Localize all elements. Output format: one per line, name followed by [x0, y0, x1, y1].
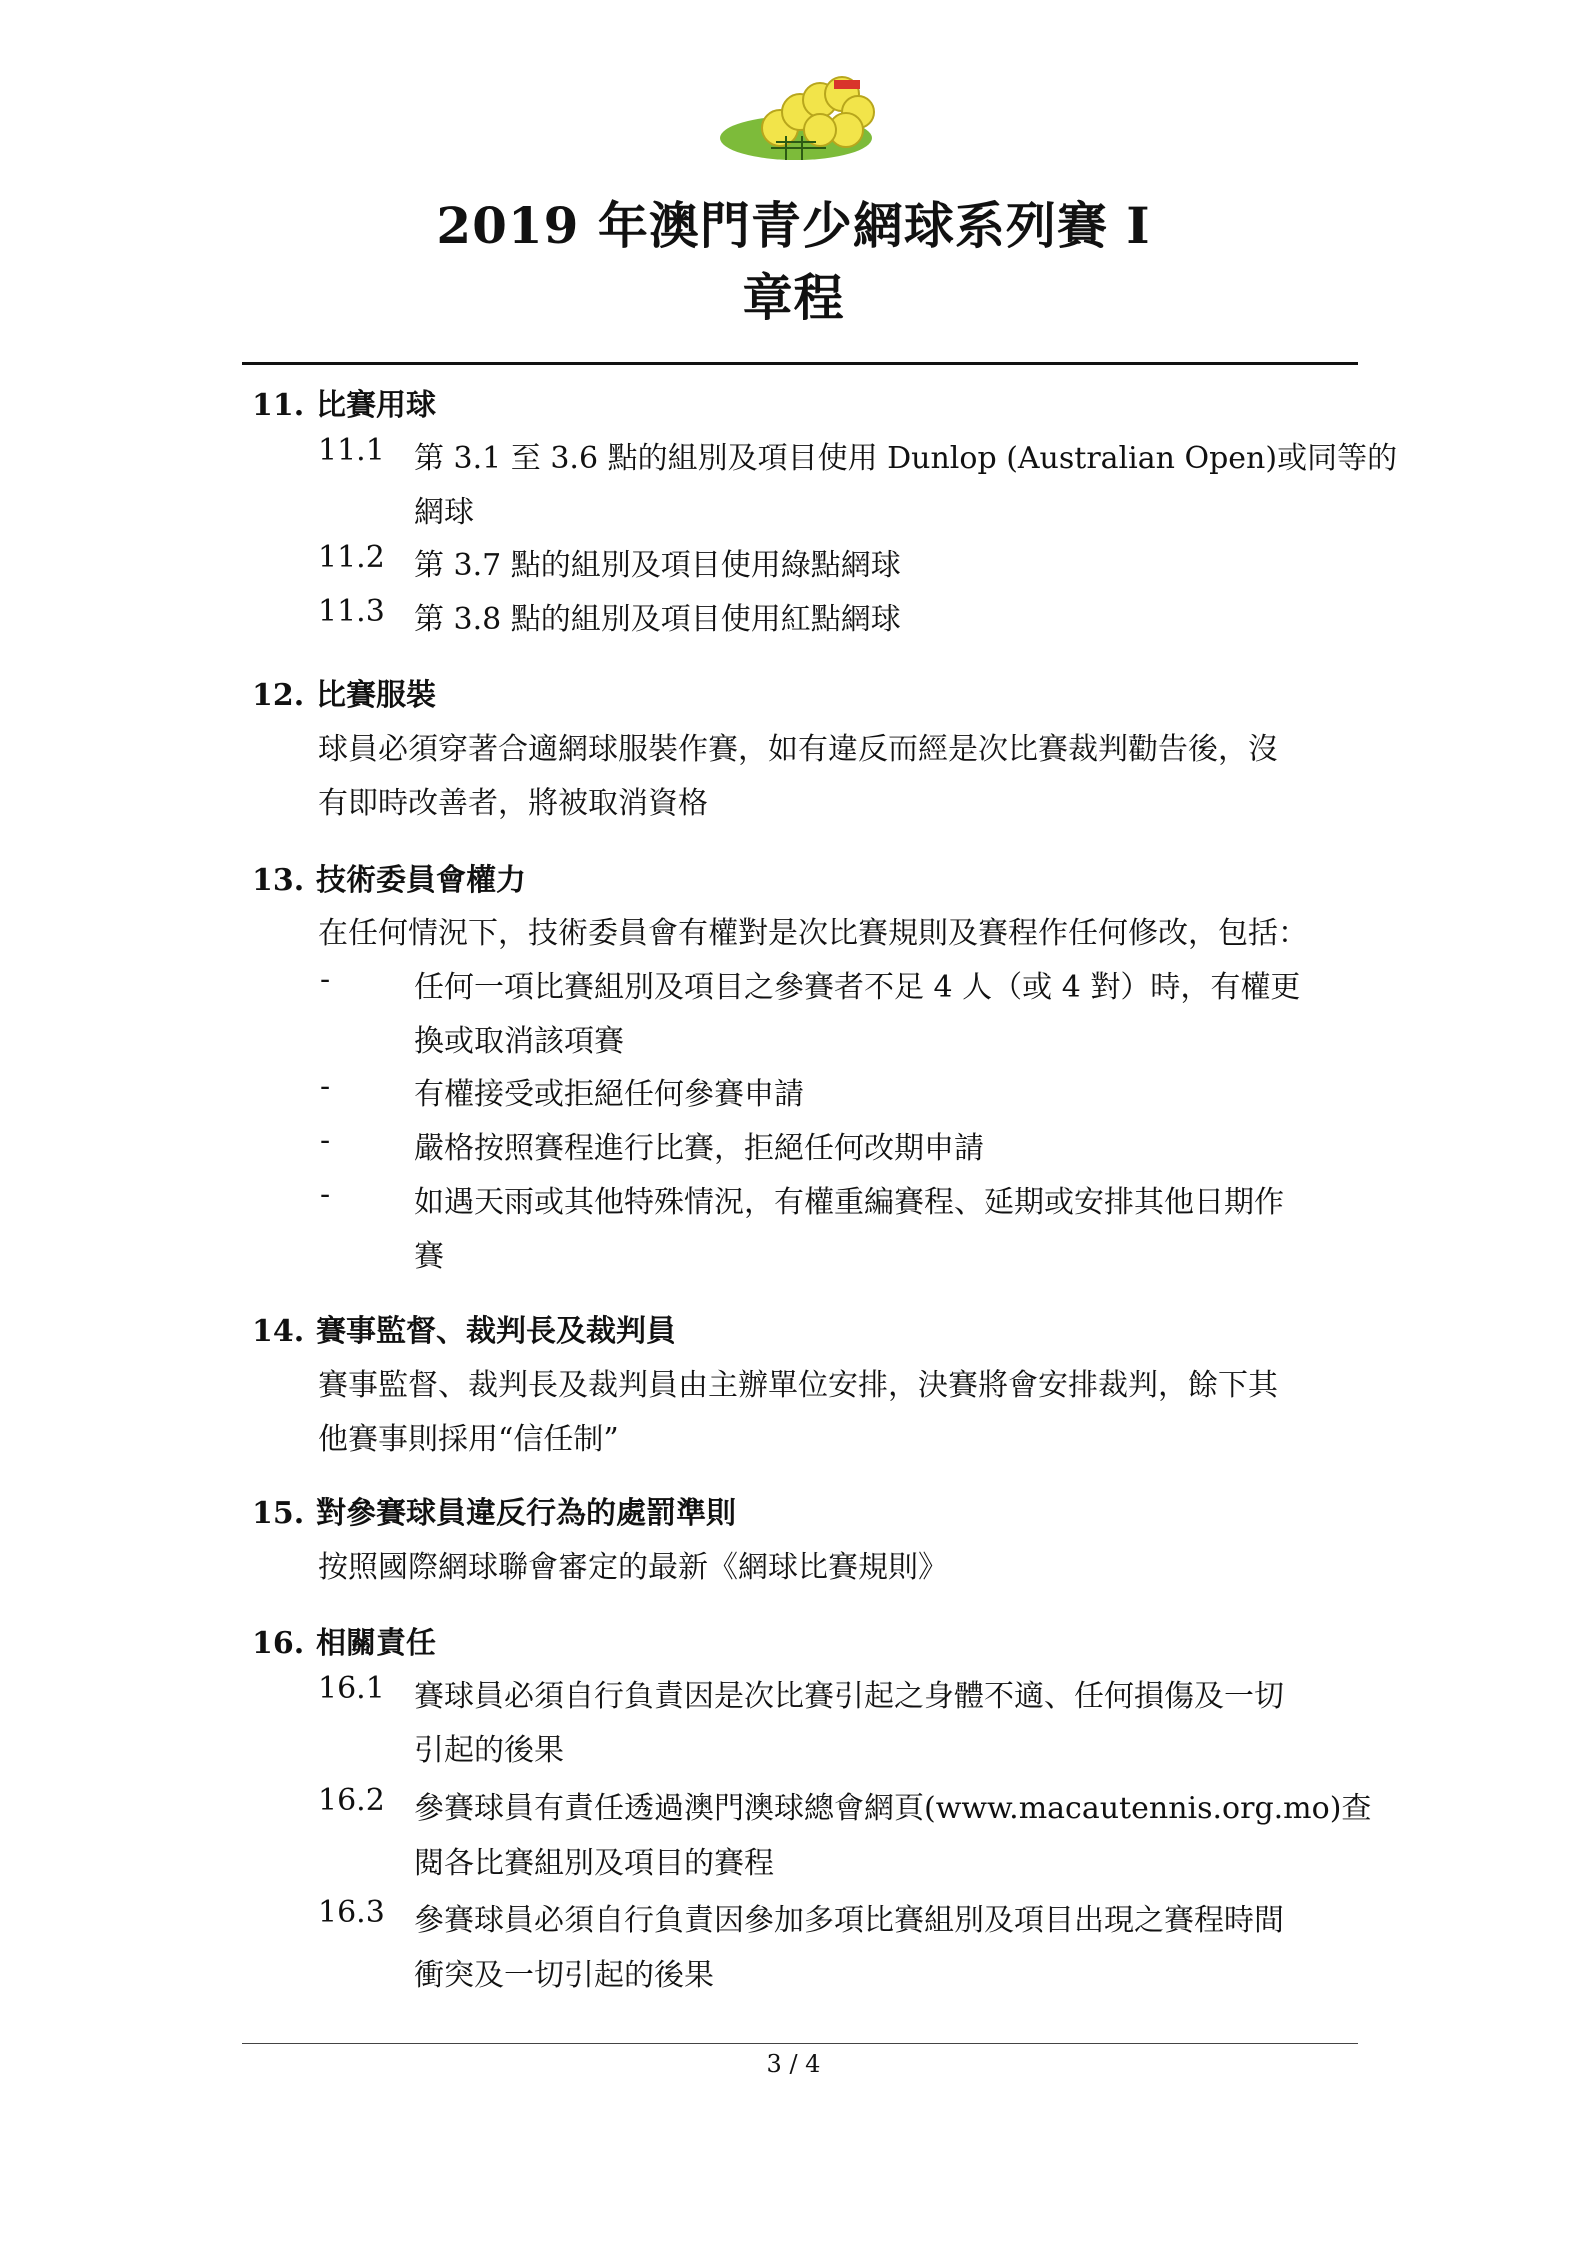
- bullet-text: 賽: [414, 1239, 444, 1274]
- section-number: 13.: [252, 863, 305, 898]
- item-number: 11.2: [318, 540, 385, 575]
- section-title: 比賽服裝: [316, 678, 436, 713]
- page-number: 3 / 4: [766, 2050, 821, 2078]
- item-text: 參賽球員有責任透過澳門澳球總會網頁(www.macautennis.org.mo)查: [414, 1791, 1372, 1826]
- section-body: 在任何情況下，技術委員會有權對是次比賽規則及賽程作任何修改，包括：: [318, 916, 1308, 951]
- document-subtitle: 章程: [742, 268, 845, 327]
- bullet-dash: -: [320, 1123, 331, 1158]
- document-title: 2019 年澳門青少網球系列賽 I: [436, 196, 1151, 255]
- item-text: 參賽球員必須自行負責因參加多項比賽組別及項目出現之賽程時間: [414, 1903, 1284, 1938]
- section-body: 按照國際網球聯會審定的最新《網球比賽規則》: [318, 1550, 948, 1585]
- section-number: 16.: [252, 1626, 305, 1661]
- section-number: 12.: [252, 678, 305, 713]
- section-body: 他賽事則採用“信任制”: [318, 1422, 619, 1457]
- section-heading-11: [252, 380, 436, 424]
- section-number: 15.: [252, 1496, 305, 1531]
- item-text: 衝突及一切引起的後果: [414, 1958, 714, 1993]
- bullet-dash: -: [320, 1177, 331, 1212]
- section-heading-12: [252, 670, 436, 714]
- section-heading-16: [252, 1618, 436, 1662]
- section-title: 相關責任: [316, 1626, 436, 1661]
- item-text: 第 3.7 點的組別及項目使用綠點網球: [414, 548, 901, 583]
- tennis-association-logo-icon: [716, 72, 886, 162]
- section-heading-13: [252, 855, 526, 899]
- item-text: 賽球員必須自行負責因是次比賽引起之身體不適、任何損傷及一切: [414, 1679, 1284, 1714]
- section-heading-14: [252, 1306, 676, 1350]
- section-number: 11.: [252, 388, 305, 423]
- bullet-text: 有權接受或拒絕任何參賽申請: [414, 1077, 804, 1112]
- section-body: 賽事監督、裁判長及裁判員由主辦單位安排，決賽將會安排裁判，餘下其: [318, 1368, 1278, 1403]
- item-number: 16.2: [318, 1783, 385, 1818]
- header-divider: [242, 362, 1358, 365]
- bullet-dash: -: [320, 962, 331, 997]
- bullet-dash: -: [320, 1069, 331, 1104]
- item-text: 第 3.8 點的組別及項目使用紅點網球: [414, 602, 901, 637]
- section-body: 球員必須穿著合適網球服裝作賽，如有違反而經是次比賽裁判勸告後，沒: [318, 732, 1278, 767]
- item-number: 11.3: [318, 594, 385, 629]
- section-title: 賽事監督、裁判長及裁判員: [316, 1314, 676, 1349]
- section-title: 技術委員會權力: [316, 863, 526, 898]
- item-text: 閱各比賽組別及項目的賽程: [414, 1846, 774, 1881]
- item-number: 16.3: [318, 1895, 385, 1930]
- section-title: 對參賽球員違反行為的處罰準則: [316, 1496, 736, 1531]
- item-number: 16.1: [318, 1671, 385, 1706]
- section-number: 14.: [252, 1314, 305, 1349]
- bullet-text: 如遇天雨或其他特殊情況，有權重編賽程、延期或安排其他日期作: [414, 1185, 1284, 1220]
- item-text: 網球: [414, 495, 474, 530]
- bullet-text: 任何一項比賽組別及項目之參賽者不足 4 人（或 4 對）時，有權更: [414, 970, 1301, 1005]
- section-heading-15: [252, 1488, 736, 1532]
- item-text: 引起的後果: [414, 1733, 564, 1768]
- item-text: 第 3.1 至 3.6 點的組別及項目使用 Dunlop (Australian Open)或同等的: [414, 441, 1398, 476]
- footer-divider: [242, 2043, 1358, 2044]
- section-body: 有即時改善者，將被取消資格: [318, 786, 708, 821]
- bullet-text: 換或取消該項賽: [414, 1024, 624, 1059]
- item-number: 11.1: [318, 433, 385, 468]
- section-title: 比賽用球: [316, 388, 436, 423]
- bullet-text: 嚴格按照賽程進行比賽，拒絕任何改期申請: [414, 1131, 984, 1166]
